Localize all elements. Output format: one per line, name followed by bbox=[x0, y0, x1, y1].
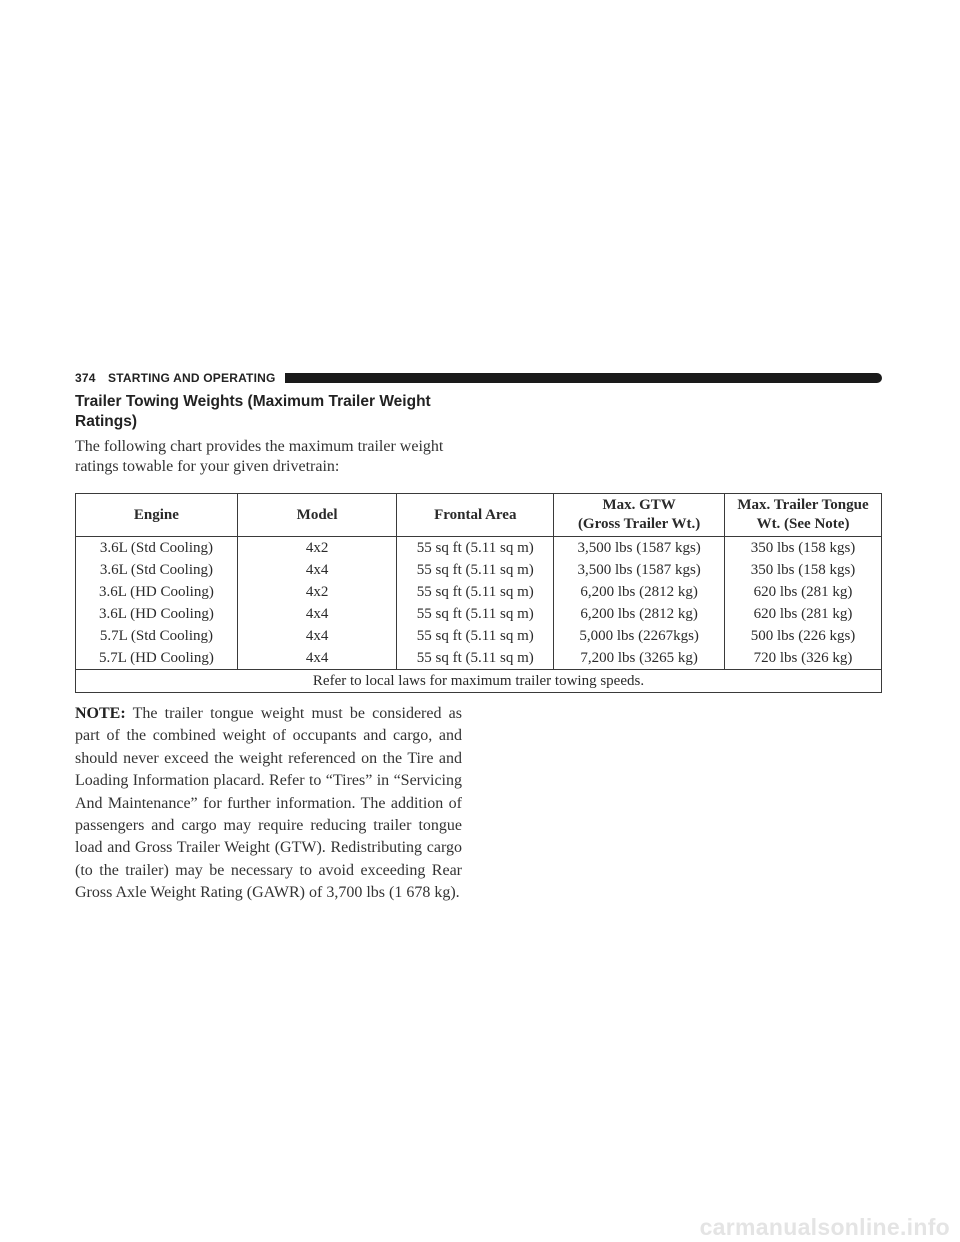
cell-engine: 3.6L (HD Cooling) bbox=[76, 603, 238, 625]
cell-tongue-wt: 500 lbs (226 kgs) bbox=[725, 625, 882, 647]
cell-frontal-area: 55 sq ft (5.11 sq m) bbox=[397, 559, 554, 581]
cell-model: 4x4 bbox=[237, 647, 397, 670]
table-row bbox=[76, 603, 882, 625]
table-header-row bbox=[76, 494, 882, 537]
cell-tongue-wt: 620 lbs (281 kg) bbox=[725, 581, 882, 603]
note-paragraph bbox=[75, 703, 462, 905]
cell-engine: 3.6L (Std Cooling) bbox=[76, 537, 238, 560]
cell-max-gtw: 6,200 lbs (2812 kg) bbox=[554, 603, 725, 625]
table-row bbox=[76, 647, 882, 670]
table-row bbox=[76, 537, 882, 560]
note-text: The trailer tongue weight must be considered as part of the combined weight of occupants and cargo, and should never exceed the weight referenced on the Tire and Loading Information placard. Refer to “Tires” in “Servicing And Maintenance” for further information. The addition of passengers and cargo may require reducing trailer tongue load and Gross Trailer Weight (GTW). Redistributing cargo (to the trailer) may be necessary to avoid exceeding Rear Gross Axle Weight Rating (GAWR) of 3,700 lbs (1 678 kg). bbox=[75, 705, 463, 902]
cell-model: 4x2 bbox=[237, 581, 397, 603]
cell-frontal-area: 55 sq ft (5.11 sq m) bbox=[397, 603, 554, 625]
column-header-max-gtw: Max. GTW (Gross Trailer Wt.) bbox=[554, 494, 725, 537]
cell-max-gtw: 6,200 lbs (2812 kg) bbox=[554, 581, 725, 603]
intro-paragraph: The following chart provides the maximum trailer weight ratings towable for your given drivetrain: bbox=[75, 438, 444, 475]
table-row bbox=[76, 559, 882, 581]
table-row bbox=[76, 625, 882, 647]
table-row bbox=[76, 581, 882, 603]
cell-model: 4x4 bbox=[237, 559, 397, 581]
cell-tongue-wt: 350 lbs (158 kgs) bbox=[725, 559, 882, 581]
page-header bbox=[75, 371, 882, 385]
note-label: NOTE: bbox=[75, 705, 126, 722]
cell-frontal-area: 55 sq ft (5.11 sq m) bbox=[397, 581, 554, 603]
cell-model: 4x4 bbox=[237, 625, 397, 647]
page-number: 374 bbox=[75, 371, 96, 385]
cell-max-gtw: 5,000 lbs (2267kgs) bbox=[554, 625, 725, 647]
column-header-frontal-area: Frontal Area bbox=[397, 494, 554, 537]
watermark: carmanualsonline.info bbox=[699, 1214, 950, 1240]
cell-frontal-area: 55 sq ft (5.11 sq m) bbox=[397, 625, 554, 647]
towing-weights-table bbox=[75, 493, 882, 693]
cell-frontal-area: 55 sq ft (5.11 sq m) bbox=[397, 537, 554, 560]
cell-tongue-wt: 350 lbs (158 kgs) bbox=[725, 537, 882, 560]
cell-model: 4x2 bbox=[237, 537, 397, 560]
cell-engine: 5.7L (Std Cooling) bbox=[76, 625, 238, 647]
table-footnote-row bbox=[76, 670, 882, 693]
table-footnote: Refer to local laws for maximum trailer towing speeds. bbox=[76, 670, 882, 693]
cell-tongue-wt: 720 lbs (326 kg) bbox=[725, 647, 882, 670]
section-title: STARTING AND OPERATING bbox=[108, 371, 276, 385]
section-heading: Trailer Towing Weights (Maximum Trailer Weight Ratings) bbox=[75, 393, 431, 430]
header-rule bbox=[285, 373, 882, 383]
cell-model: 4x4 bbox=[237, 603, 397, 625]
cell-frontal-area: 55 sq ft (5.11 sq m) bbox=[397, 647, 554, 670]
column-header-engine: Engine bbox=[76, 494, 238, 537]
cell-engine: 5.7L (HD Cooling) bbox=[76, 647, 238, 670]
column-header-max-tongue-wt: Max. Trailer Tongue Wt. (See Note) bbox=[725, 494, 882, 537]
cell-engine: 3.6L (Std Cooling) bbox=[76, 559, 238, 581]
cell-max-gtw: 7,200 lbs (3265 kg) bbox=[554, 647, 725, 670]
cell-engine: 3.6L (HD Cooling) bbox=[76, 581, 238, 603]
cell-max-gtw: 3,500 lbs (1587 kgs) bbox=[554, 559, 725, 581]
cell-max-gtw: 3,500 lbs (1587 kgs) bbox=[554, 537, 725, 560]
column-header-model: Model bbox=[237, 494, 397, 537]
cell-tongue-wt: 620 lbs (281 kg) bbox=[725, 603, 882, 625]
